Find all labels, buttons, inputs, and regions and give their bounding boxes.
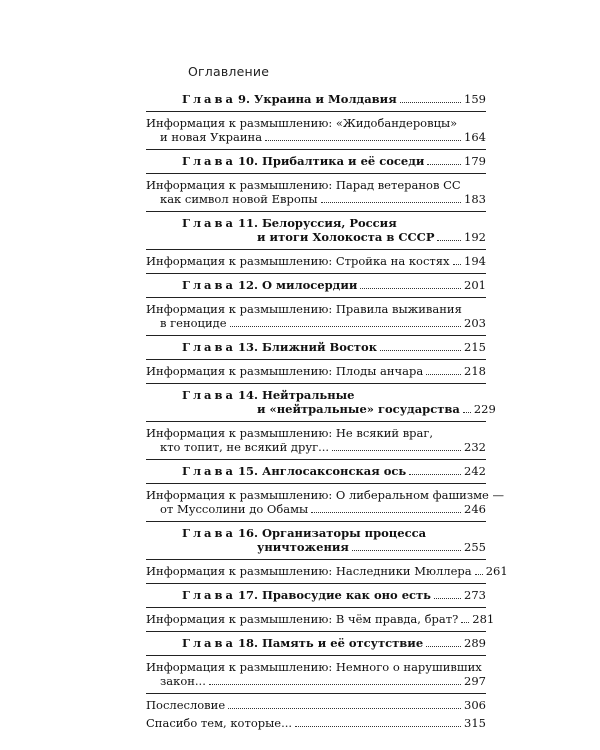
page-number: 232	[464, 440, 486, 454]
leader-dots	[230, 317, 462, 327]
tail-text: Спасибо тем, которые...	[146, 716, 293, 730]
chapter-number: 16.	[237, 526, 258, 540]
chapter-title: Организаторы процесса	[261, 526, 427, 540]
subsection-text: Информация к размышлению: «Жидобандеровцы»	[146, 116, 458, 130]
chapter-title-line	[146, 278, 486, 292]
leader-dots	[427, 155, 461, 165]
chapter-title-line	[146, 230, 486, 244]
page-number: 203	[464, 316, 486, 330]
divider	[146, 273, 486, 274]
leader-dots	[426, 637, 461, 647]
subsection-line	[146, 440, 486, 454]
chapter-number: 9.	[237, 92, 250, 106]
subsection-text: и новая Украина	[160, 130, 263, 144]
subsection-line	[146, 316, 486, 330]
page-header: Оглавление	[188, 64, 270, 79]
chapter-label: Глава	[182, 154, 236, 168]
subsection-entry[interactable]	[146, 302, 486, 330]
leader-dots	[295, 717, 461, 727]
leader-dots	[321, 193, 461, 203]
divider	[146, 559, 486, 560]
divider	[146, 459, 486, 460]
chapter-title: О милосердии	[261, 278, 358, 292]
chapter-head	[146, 464, 406, 478]
chapter-number: 18.	[237, 636, 258, 650]
chapter-title-line	[146, 636, 486, 650]
page-number: 297	[464, 674, 486, 688]
page-number: 281	[472, 612, 495, 626]
chapter-number: 10.	[237, 154, 258, 168]
page-number: 229	[473, 402, 496, 416]
leader-dots	[209, 675, 461, 685]
chapter-entry[interactable]	[146, 388, 496, 416]
chapter-title: Правосудие как оно есть	[261, 588, 431, 602]
table-of-contents	[146, 90, 508, 730]
divider	[146, 583, 486, 584]
subsection-text: Информация к размышлению: В чём правда, брат?	[146, 612, 459, 626]
leader-dots	[400, 93, 461, 103]
leader-dots	[461, 613, 469, 623]
subsection-text: закон...	[160, 674, 206, 688]
page-number: 315	[464, 716, 486, 730]
subsection-entry[interactable]	[146, 178, 486, 206]
leader-dots	[332, 441, 461, 451]
page-number: 289	[464, 636, 486, 650]
subsection-line	[146, 426, 486, 440]
subsection-entry[interactable]	[146, 488, 505, 516]
subsection-text: Информация к размышлению: Парад ветеранов СС	[146, 178, 461, 192]
chapter-title-line	[146, 588, 486, 602]
chapter-title-line	[146, 402, 496, 416]
page-number: 215	[464, 340, 486, 354]
chapter-head	[146, 340, 377, 354]
page-number: 306	[464, 698, 486, 712]
chapter-label: Глава	[182, 278, 236, 292]
subsection-text: от Муссолини до Обамы	[160, 502, 309, 516]
chapter-entry[interactable]	[146, 154, 486, 168]
chapter-number: 17.	[237, 588, 258, 602]
page-number: 183	[464, 192, 486, 206]
divider	[146, 111, 486, 112]
subsection-line	[146, 612, 495, 626]
subsection-line	[146, 660, 486, 674]
chapter-label: Глава	[182, 340, 236, 354]
subsection-entry[interactable]	[146, 660, 486, 688]
page-number: 194	[464, 254, 486, 268]
chapter-head	[146, 588, 431, 602]
leader-dots	[228, 699, 461, 709]
subsection-text: Информация к размышлению: Плоды анчара	[146, 364, 424, 378]
chapter-head	[146, 216, 397, 230]
chapter-head	[146, 154, 424, 168]
chapter-title: Белоруссия, Россия	[261, 216, 397, 230]
subsection-line	[146, 502, 486, 516]
page-number: 261	[485, 564, 508, 578]
subsection-text: как символ новой Европы	[160, 192, 318, 206]
leader-dots	[434, 589, 461, 599]
chapter-head	[146, 278, 357, 292]
chapter-number: 11.	[237, 216, 258, 230]
page-number: 242	[464, 464, 486, 478]
leader-dots	[360, 279, 461, 289]
page-number: 179	[464, 154, 486, 168]
subsection-line	[146, 116, 486, 130]
subsection-line	[146, 488, 505, 502]
chapter-entry[interactable]	[146, 636, 486, 650]
divider	[146, 421, 486, 422]
page-number: 255	[464, 540, 486, 554]
subsection-text: Информация к размышлению: Наследники Мюллера	[146, 564, 472, 578]
divider	[146, 249, 486, 250]
divider	[146, 693, 486, 694]
divider	[146, 335, 486, 336]
chapter-title-line	[146, 340, 486, 354]
leader-dots	[426, 365, 461, 375]
leader-dots	[311, 503, 461, 513]
leader-dots	[453, 255, 462, 265]
chapter-label: Глава	[182, 388, 236, 402]
page-number: 218	[464, 364, 486, 378]
divider	[146, 211, 486, 212]
page-number: 159	[464, 92, 486, 106]
divider	[146, 359, 486, 360]
page-number: 192	[464, 230, 486, 244]
chapter-title-line	[146, 216, 486, 230]
subsection-line	[146, 192, 486, 206]
chapter-title-line	[146, 526, 486, 540]
leader-dots	[380, 341, 461, 351]
chapter-title: Прибалтика и её соседи	[261, 154, 425, 168]
chapter-number: 14.	[237, 388, 258, 402]
subsection-line	[146, 130, 486, 144]
chapter-title-line	[146, 388, 486, 402]
divider	[146, 483, 486, 484]
subsection-text: Информация к размышлению: О либеральном фашизме —	[146, 488, 505, 502]
subsection-text: Информация к размышлению: Не всякий враг,	[146, 426, 434, 440]
divider	[146, 173, 486, 174]
chapter-number: 15.	[237, 464, 258, 478]
chapter-title: Нейтральные	[261, 388, 355, 402]
leader-dots	[437, 231, 461, 241]
chapter-title: Англосаксонская ось	[261, 464, 407, 478]
chapter-title: и «нейтральные» государства	[257, 402, 460, 416]
divider	[146, 297, 486, 298]
divider	[146, 655, 486, 656]
chapter-label: Глава	[182, 526, 236, 540]
subsection-line	[146, 254, 486, 268]
tail-entry[interactable]	[146, 716, 486, 730]
chapter-number: 12.	[237, 278, 258, 292]
chapter-head	[146, 636, 423, 650]
chapter-head	[146, 526, 426, 540]
divider	[146, 607, 486, 608]
subsection-entry[interactable]	[146, 426, 486, 454]
subsection-text: Информация к размышлению: Стройка на костях	[146, 254, 450, 268]
subsection-text: Информация к размышлению: Немного о нарушивших	[146, 660, 482, 674]
subsection-text: кто топит, не всякий друг...	[160, 440, 330, 454]
chapter-entry[interactable]	[146, 464, 486, 478]
chapter-title: уничтожения	[257, 540, 349, 554]
subsection-entry[interactable]	[146, 254, 486, 268]
chapter-label: Глава	[182, 588, 236, 602]
divider	[146, 383, 486, 384]
divider	[146, 149, 486, 150]
subsection-text: Информация к размышлению: Правила выживания	[146, 302, 462, 316]
leader-dots	[352, 541, 461, 551]
chapter-entry[interactable]	[146, 588, 486, 602]
subsection-entry[interactable]	[146, 116, 486, 144]
chapter-title-line	[146, 540, 486, 554]
chapter-entry[interactable]	[146, 216, 486, 244]
leader-dots	[475, 565, 483, 575]
divider	[146, 631, 486, 632]
leader-dots	[409, 465, 461, 475]
chapter-title-line	[146, 92, 486, 106]
subsection-text: в геноциде	[160, 316, 227, 330]
subsection-entry[interactable]	[146, 564, 508, 578]
leader-dots	[463, 403, 471, 413]
tail-entry[interactable]	[146, 698, 486, 712]
tail-text: Послесловие	[146, 698, 226, 712]
page-number: 273	[464, 588, 486, 602]
chapter-entry[interactable]	[146, 340, 486, 354]
subsection-entry[interactable]	[146, 364, 486, 378]
page-number: 246	[464, 502, 486, 516]
subsection-line	[146, 674, 486, 688]
chapter-title: Ближний Восток	[261, 340, 378, 354]
chapter-title: и итоги Холокоста в СССР	[257, 230, 435, 244]
divider	[146, 521, 486, 522]
chapter-entry[interactable]	[146, 526, 486, 554]
chapter-title: Украина и Молдавия	[253, 92, 397, 106]
subsection-line	[146, 364, 486, 378]
tail-section	[146, 698, 486, 730]
chapter-label: Глава	[182, 92, 236, 106]
subsection-line	[146, 178, 486, 192]
subsection-entry[interactable]	[146, 612, 495, 626]
chapter-number: 13.	[237, 340, 258, 354]
chapter-title-line	[146, 154, 486, 168]
chapter-title: Память и её отсутствие	[261, 636, 424, 650]
chapter-title-line	[146, 464, 486, 478]
chapter-entry[interactable]	[146, 92, 486, 106]
chapter-label: Глава	[182, 636, 236, 650]
subsection-line	[146, 302, 486, 316]
page-number: 201	[464, 278, 486, 292]
leader-dots	[265, 131, 461, 141]
chapter-head	[146, 92, 397, 106]
page-number: 164	[464, 130, 486, 144]
chapter-head	[146, 388, 355, 402]
subsection-line	[146, 564, 508, 578]
chapter-entry[interactable]	[146, 278, 486, 292]
chapter-label: Глава	[182, 464, 236, 478]
chapter-label: Глава	[182, 216, 236, 230]
